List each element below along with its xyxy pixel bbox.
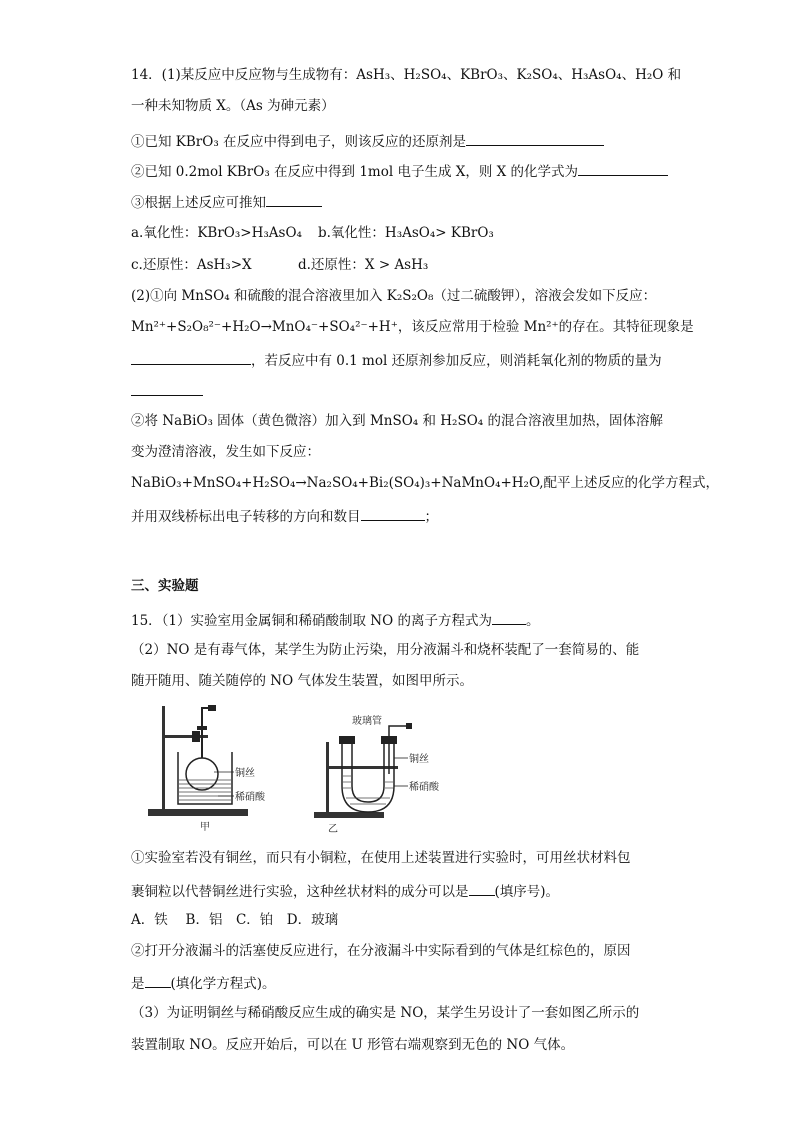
q14-line-2: 一种未知物质 X。（As 为砷元素） xyxy=(131,98,335,114)
answer-blank[interactable] xyxy=(578,161,668,176)
answer-blank[interactable] xyxy=(361,506,425,521)
q14-p2-text: ，若反应中有 0.1 mol 还原剂参加反应，则消耗氧化剂的物质的量为 xyxy=(251,353,662,369)
q15-options: A．铁 B．铝 C．铂 D．玻璃 xyxy=(131,912,339,928)
answer-blank[interactable] xyxy=(492,610,526,625)
q15-line-7: ②打开分液漏斗的活塞使反应进行，在分液漏斗中实际看到的气体是红棕色的，原因 xyxy=(131,943,631,959)
caption-jia: 甲 xyxy=(200,822,210,833)
answer-blank[interactable] xyxy=(131,381,203,396)
q15-line-10: 装置制取 NO。反应开始后，可以在 U 形管右端观察到无色的 NO 气体。 xyxy=(131,1037,575,1053)
section-heading: 三、实验题 xyxy=(131,578,199,594)
label-copper-wire: 铜丝 xyxy=(235,768,255,779)
label-dilute-nitric-yi: 稀硝酸 xyxy=(409,782,439,793)
q14-p2-line-4 xyxy=(131,381,203,401)
q15-line-5 xyxy=(131,881,559,901)
label-dilute-nitric: 稀硝酸 xyxy=(235,792,265,803)
q14-line-4 xyxy=(131,161,668,181)
q15-text-5: 裹铜粒以代替铜丝进行实验，这种丝状材料的成分可以是 xyxy=(131,884,469,900)
answer-blank[interactable] xyxy=(266,192,322,207)
answer-blank[interactable] xyxy=(469,881,495,896)
answer-blank[interactable] xyxy=(145,973,171,988)
semicolon: ； xyxy=(424,509,438,525)
q15-q1-text: 15．（1）实验室用金属铜和稀硝酸制取 NO 的离子方程式为 xyxy=(131,613,492,629)
option-a: a.氧化性：KBrO₃>H₃AsO₄ xyxy=(131,225,302,241)
q15-line-3: 随开随用、随关随停的 NO 气体发生装置，如图甲所示。 xyxy=(131,673,473,689)
q14-options-cd xyxy=(131,256,429,274)
q14-p2-line-5: ②将 NaBiO₃ 固体（黄色微溶）加入到 MnSO₄ 和 H₂SO₄ 的混合溶液里加热，固体溶解 xyxy=(131,413,663,429)
q14-p2-line-6: 变为澄清溶液，发生如下反应： xyxy=(131,444,320,460)
q14-q3-text: ③根据上述反应可推知 xyxy=(131,195,266,211)
q14-line-3 xyxy=(131,131,604,151)
q15-line-8 xyxy=(131,973,276,993)
q14-line-1: 14．(1)某反应中反应物与生成物有：AsH₃、H₂SO₄、KBrO₃、K₂SO₄、H₃AsO₄、H₂O 和 xyxy=(131,67,682,83)
answer-blank[interactable] xyxy=(466,131,604,146)
label-glass-tube: 玻璃管 xyxy=(352,716,382,727)
option-c: c.还原性：AsH₃>X xyxy=(131,257,252,273)
q14-p2-line-7: NaBiO₃+MnSO₄+H₂SO₄→Na₂SO₄+Bi₂(SO₄)₃+NaMnO₄+H₂O,配平上述反应的化学方程式， xyxy=(131,475,720,491)
q15-line-4: ①实验室若没有铜丝，而只有小铜粒，在使用上述装置进行实验时，可用丝状材料包 xyxy=(131,850,631,866)
q15-text-5b: (填序号)。 xyxy=(494,884,560,900)
q14-options-ab xyxy=(131,224,494,242)
q15-text-8: 是 xyxy=(131,976,145,992)
q14-line-5 xyxy=(131,192,322,212)
option-d: d.还原性：X > AsH₃ xyxy=(298,257,429,273)
q14-p2-line-2: Mn²⁺+S₂O₈²⁻+H₂O→MnO₄⁻+SO₄²⁻+H⁺，该反应常用于检验 Mn²⁺的存在。其特征现象是 xyxy=(131,319,694,335)
q14-p2-text-8: 并用双线桥标出电子转移的方向和数目 xyxy=(131,509,361,525)
q15-line-1 xyxy=(131,610,539,630)
caption-yi: 乙 xyxy=(328,824,338,835)
q15-line-9: （3）为证明铜丝与稀硝酸反应生成的确实是 NO，某学生另设计了一套如图乙所示的 xyxy=(131,1005,640,1021)
q14-p2-line-1: (2)①向 MnSO₄ 和硫酸的混合溶液里加入 K₂S₂O₈（过二硫酸钾），溶液会发如下反应： xyxy=(131,288,657,304)
q14-p2-line-3 xyxy=(131,350,662,370)
apparatus-yi-figure xyxy=(308,714,468,839)
label-copper-wire-yi: 铜丝 xyxy=(409,754,429,765)
q14-q1-text: ①已知 KBrO₃ 在反应中得到电子，则该反应的还原剂是 xyxy=(131,134,467,150)
q15-text-8b: (填化学方程式)。 xyxy=(170,976,276,992)
answer-blank[interactable] xyxy=(131,350,251,365)
option-b: b.氧化性：H₃AsO₄> KBrO₃ xyxy=(318,225,494,241)
q15-line-2: （2）NO 是有毒气体，某学生为防止污染，用分液漏斗和烧杯装配了一套简易的、能 xyxy=(131,642,640,658)
q14-p2-line-8 xyxy=(131,506,438,526)
period: 。 xyxy=(525,613,540,629)
apparatus-jia-figure xyxy=(140,700,275,835)
q14-q2-text: ②已知 0.2mol KBrO₃ 在反应中得到 1mol 电子生成 X，则 X 的化学式为 xyxy=(131,164,579,180)
